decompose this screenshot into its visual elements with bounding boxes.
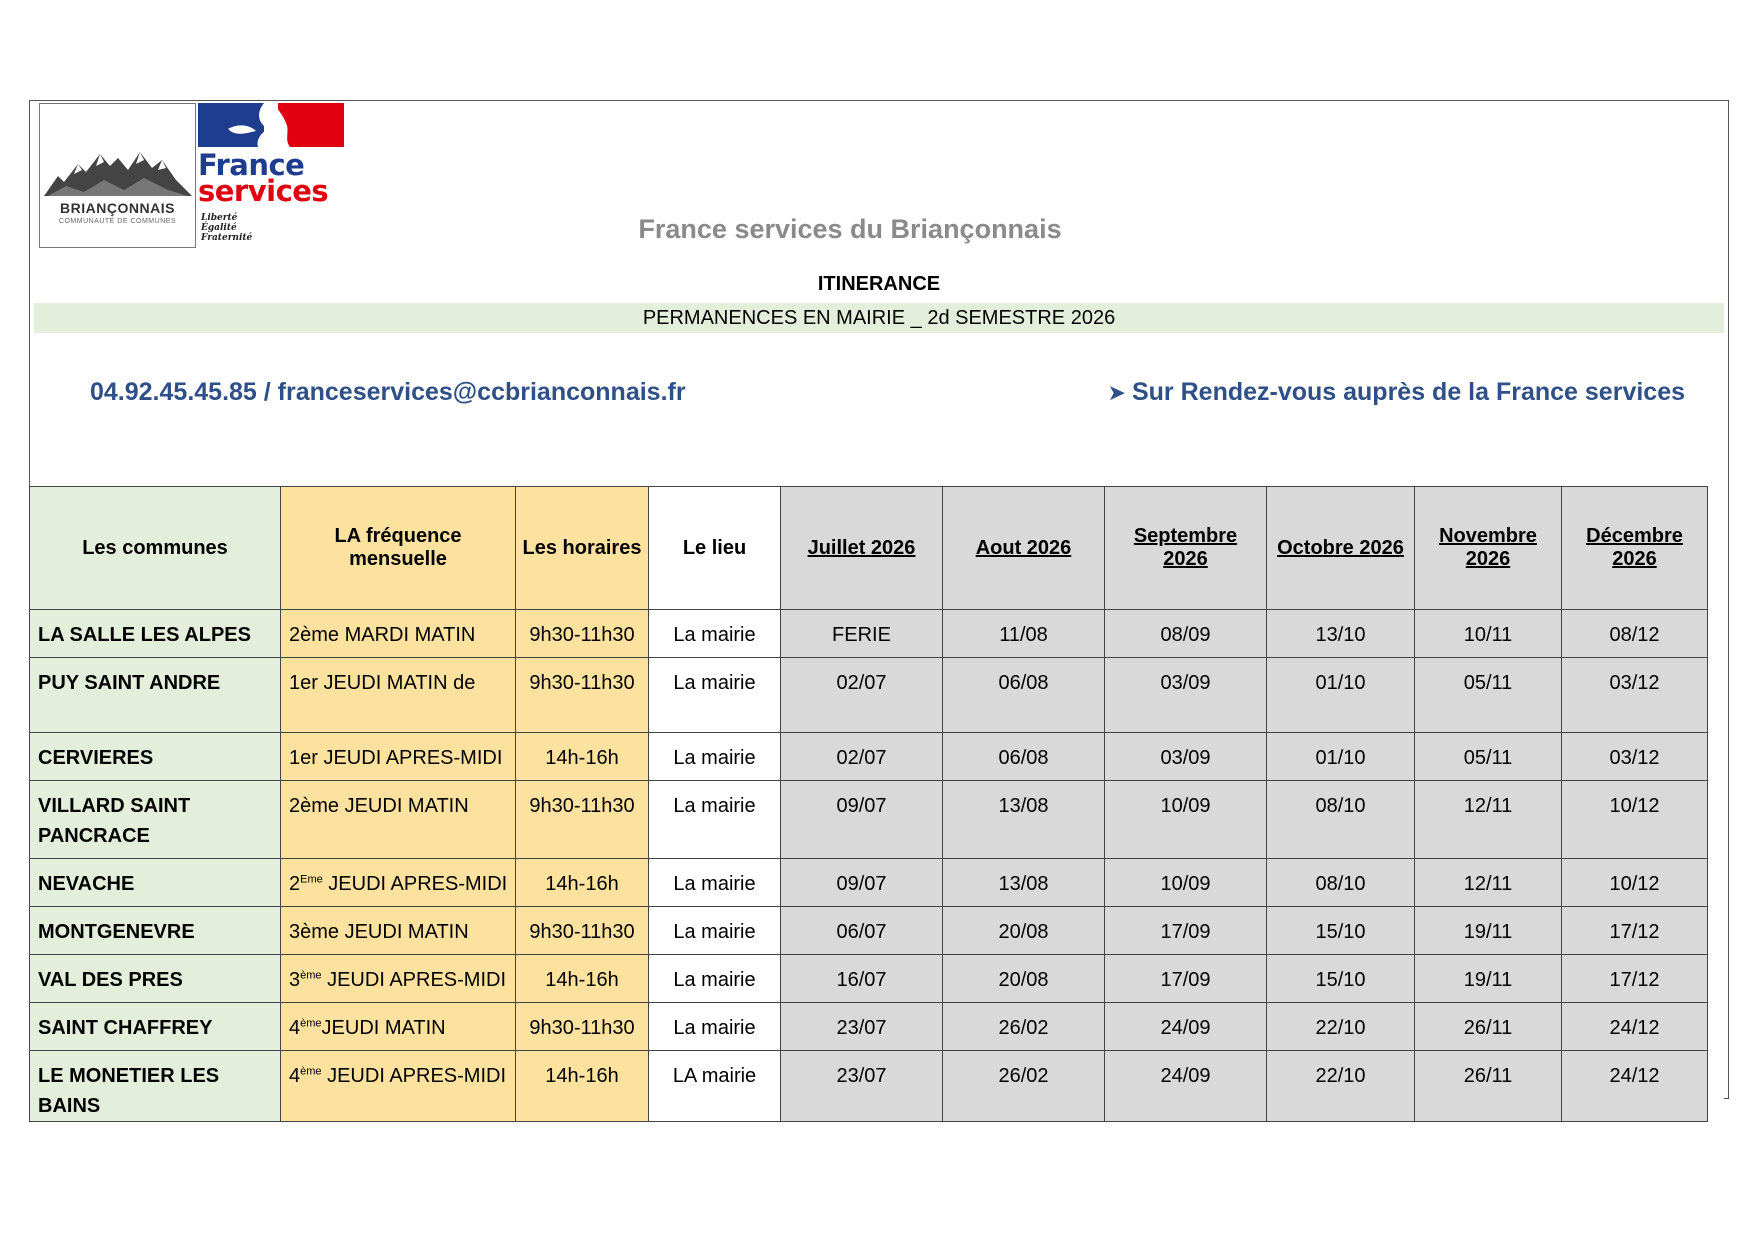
republic-motto bbox=[201, 213, 252, 243]
commune-cell: NEVACHE bbox=[30, 859, 281, 907]
frequency-cell: 3ème JEUDI MATIN bbox=[281, 907, 516, 955]
header-place: Le lieu bbox=[649, 487, 781, 610]
date-cell: 03/09 bbox=[1105, 658, 1267, 733]
date-cell: 10/11 bbox=[1415, 610, 1562, 658]
organization-title: France services du Briançonnais bbox=[638, 214, 1062, 244]
date-cell: 26/11 bbox=[1415, 1051, 1562, 1122]
table-header-row bbox=[30, 487, 1724, 610]
frequency-cell: 2Eme JEUDI APRES-MIDI bbox=[281, 859, 516, 907]
hours-cell: 14h-16h bbox=[516, 955, 649, 1003]
table-row bbox=[30, 658, 1724, 733]
commune-cell: LE MONETIER LES BAINS bbox=[30, 1051, 281, 1122]
arrow-icon: ➤ bbox=[1107, 380, 1126, 405]
table-edge bbox=[1708, 487, 1724, 610]
hours-cell: 9h30-11h30 bbox=[516, 907, 649, 955]
date-cell: 20/08 bbox=[943, 907, 1105, 955]
commune-cell: PUY SAINT ANDRE bbox=[30, 658, 281, 733]
table-edge bbox=[1708, 658, 1724, 733]
appointment-notice bbox=[1108, 378, 1685, 407]
header-month-november: Novembre 2026 bbox=[1415, 487, 1562, 610]
frequency-cell: 4èmeJEUDI MATIN bbox=[281, 1003, 516, 1051]
date-cell: 01/10 bbox=[1267, 658, 1415, 733]
date-cell: 03/12 bbox=[1562, 658, 1708, 733]
date-cell: 23/07 bbox=[781, 1051, 943, 1122]
date-cell: 19/11 bbox=[1415, 955, 1562, 1003]
contact-info: 04.92.45.45.85 / franceservices@ccbrianconnais.fr bbox=[90, 378, 686, 406]
table-edge bbox=[1708, 781, 1724, 859]
date-cell: 08/10 bbox=[1267, 859, 1415, 907]
table-row bbox=[30, 1003, 1724, 1051]
date-cell: 09/07 bbox=[781, 859, 943, 907]
date-cell: 02/07 bbox=[781, 658, 943, 733]
date-cell: 23/07 bbox=[781, 1003, 943, 1051]
date-cell: 12/11 bbox=[1415, 859, 1562, 907]
table-row bbox=[30, 907, 1724, 955]
hours-cell: 9h30-11h30 bbox=[516, 781, 649, 859]
place-cell: La mairie bbox=[649, 733, 781, 781]
date-cell: 16/07 bbox=[781, 955, 943, 1003]
france-services-word-france: France bbox=[198, 148, 305, 182]
date-cell: 09/07 bbox=[781, 781, 943, 859]
date-cell: 05/11 bbox=[1415, 658, 1562, 733]
date-cell: 22/10 bbox=[1267, 1003, 1415, 1051]
frequency-cell: 1er JEUDI APRES-MIDI bbox=[281, 733, 516, 781]
motto-egalite: Égalité bbox=[201, 223, 237, 233]
header-month-september: Septembre 2026 bbox=[1105, 487, 1267, 610]
header-month-october: Octobre 2026 bbox=[1267, 487, 1415, 610]
header-hours: Les horaires bbox=[516, 487, 649, 610]
document-heading: ITINERANCE bbox=[817, 273, 941, 295]
hours-cell: 14h-16h bbox=[516, 1051, 649, 1122]
table-row bbox=[30, 610, 1724, 658]
table-edge bbox=[1708, 610, 1724, 658]
motto-liberte: Liberté bbox=[201, 213, 238, 223]
commune-cell: LA SALLE LES ALPES bbox=[30, 610, 281, 658]
hours-cell: 9h30-11h30 bbox=[516, 610, 649, 658]
date-cell: 26/02 bbox=[943, 1003, 1105, 1051]
table-edge bbox=[1708, 859, 1724, 907]
frequency-cell: 2ème MARDI MATIN bbox=[281, 610, 516, 658]
date-cell: 01/10 bbox=[1267, 733, 1415, 781]
header-month-july: Juillet 2026 bbox=[781, 487, 943, 610]
date-cell: 08/10 bbox=[1267, 781, 1415, 859]
mountain-icon bbox=[44, 146, 192, 198]
brianconnais-subtitle: COMMUNAUTÉ DE COMMUNES bbox=[58, 218, 177, 225]
header-month-december: Décembre 2026 bbox=[1562, 487, 1708, 610]
table-edge bbox=[1708, 733, 1724, 781]
date-cell: 15/10 bbox=[1267, 955, 1415, 1003]
place-cell: La mairie bbox=[649, 907, 781, 955]
frequency-cell: 4ème JEUDI APRES-MIDI bbox=[281, 1051, 516, 1122]
date-cell: 05/11 bbox=[1415, 733, 1562, 781]
date-cell: 03/09 bbox=[1105, 733, 1267, 781]
commune-cell: CERVIERES bbox=[30, 733, 281, 781]
header-frequency: LA fréquence mensuelle bbox=[281, 487, 516, 610]
date-cell: 13/08 bbox=[943, 781, 1105, 859]
date-cell: 12/11 bbox=[1415, 781, 1562, 859]
frequency-cell: 3ème JEUDI APRES-MIDI bbox=[281, 955, 516, 1003]
date-cell: 24/09 bbox=[1105, 1051, 1267, 1122]
table-edge bbox=[1708, 1051, 1724, 1122]
place-cell: LA mairie bbox=[649, 1051, 781, 1122]
place-cell: La mairie bbox=[649, 658, 781, 733]
table-edge bbox=[1708, 1003, 1724, 1051]
date-cell: 13/10 bbox=[1267, 610, 1415, 658]
appointment-text: Sur Rendez-vous auprès de la France services bbox=[1131, 378, 1685, 406]
place-cell: La mairie bbox=[649, 610, 781, 658]
header-month-august: Aout 2026 bbox=[943, 487, 1105, 610]
schedule-table bbox=[29, 486, 1724, 1122]
place-cell: La mairie bbox=[649, 859, 781, 907]
place-cell: La mairie bbox=[649, 781, 781, 859]
date-cell: 06/08 bbox=[943, 733, 1105, 781]
place-cell: La mairie bbox=[649, 1003, 781, 1051]
date-cell: 11/08 bbox=[943, 610, 1105, 658]
date-cell: 02/07 bbox=[781, 733, 943, 781]
date-cell: 19/11 bbox=[1415, 907, 1562, 955]
table-row bbox=[30, 1051, 1724, 1122]
header-communes: Les communes bbox=[30, 487, 281, 610]
table-row bbox=[30, 859, 1724, 907]
date-cell: 06/07 bbox=[781, 907, 943, 955]
hours-cell: 9h30-11h30 bbox=[516, 658, 649, 733]
table-row bbox=[30, 733, 1724, 781]
hours-cell: 9h30-11h30 bbox=[516, 1003, 649, 1051]
date-cell: 17/09 bbox=[1105, 907, 1267, 955]
france-services-word-services: services bbox=[198, 174, 329, 208]
motto-fraternite: Fraternité bbox=[201, 233, 253, 243]
brianconnais-name: BRIANÇONNAIS bbox=[60, 200, 175, 216]
commune-cell: VILLARD SAINT PANCRACE bbox=[30, 781, 281, 859]
hours-cell: 14h-16h bbox=[516, 733, 649, 781]
date-cell: 17/12 bbox=[1562, 907, 1708, 955]
frequency-cell: 2ème JEUDI MATIN bbox=[281, 781, 516, 859]
commune-cell: VAL DES PRES bbox=[30, 955, 281, 1003]
france-services-logo bbox=[198, 103, 348, 253]
date-cell: 15/10 bbox=[1267, 907, 1415, 955]
marianne-flag-icon bbox=[198, 103, 344, 147]
brianconnais-logo bbox=[39, 103, 196, 248]
hours-cell: 14h-16h bbox=[516, 859, 649, 907]
date-cell: 08/09 bbox=[1105, 610, 1267, 658]
date-cell: FERIE bbox=[781, 610, 943, 658]
document-subheading: PERMANENCES EN MAIRIE _ 2d SEMESTRE 2026 bbox=[34, 303, 1724, 333]
date-cell: 06/08 bbox=[943, 658, 1105, 733]
date-cell: 03/12 bbox=[1562, 733, 1708, 781]
date-cell: 20/08 bbox=[943, 955, 1105, 1003]
date-cell: 26/11 bbox=[1415, 1003, 1562, 1051]
date-cell: 24/09 bbox=[1105, 1003, 1267, 1051]
table-row bbox=[30, 955, 1724, 1003]
date-cell: 13/08 bbox=[943, 859, 1105, 907]
date-cell: 22/10 bbox=[1267, 1051, 1415, 1122]
table-edge bbox=[1708, 907, 1724, 955]
date-cell: 10/12 bbox=[1562, 859, 1708, 907]
date-cell: 24/12 bbox=[1562, 1051, 1708, 1122]
date-cell: 26/02 bbox=[943, 1051, 1105, 1122]
date-cell: 10/09 bbox=[1105, 781, 1267, 859]
table-row bbox=[30, 781, 1724, 859]
date-cell: 10/12 bbox=[1562, 781, 1708, 859]
frequency-cell: 1er JEUDI MATIN de bbox=[281, 658, 516, 733]
date-cell: 24/12 bbox=[1562, 1003, 1708, 1051]
commune-cell: MONTGENEVRE bbox=[30, 907, 281, 955]
commune-cell: SAINT CHAFFREY bbox=[30, 1003, 281, 1051]
place-cell: La mairie bbox=[649, 955, 781, 1003]
date-cell: 08/12 bbox=[1562, 610, 1708, 658]
date-cell: 17/09 bbox=[1105, 955, 1267, 1003]
date-cell: 10/09 bbox=[1105, 859, 1267, 907]
date-cell: 17/12 bbox=[1562, 955, 1708, 1003]
table-edge bbox=[1708, 955, 1724, 1003]
